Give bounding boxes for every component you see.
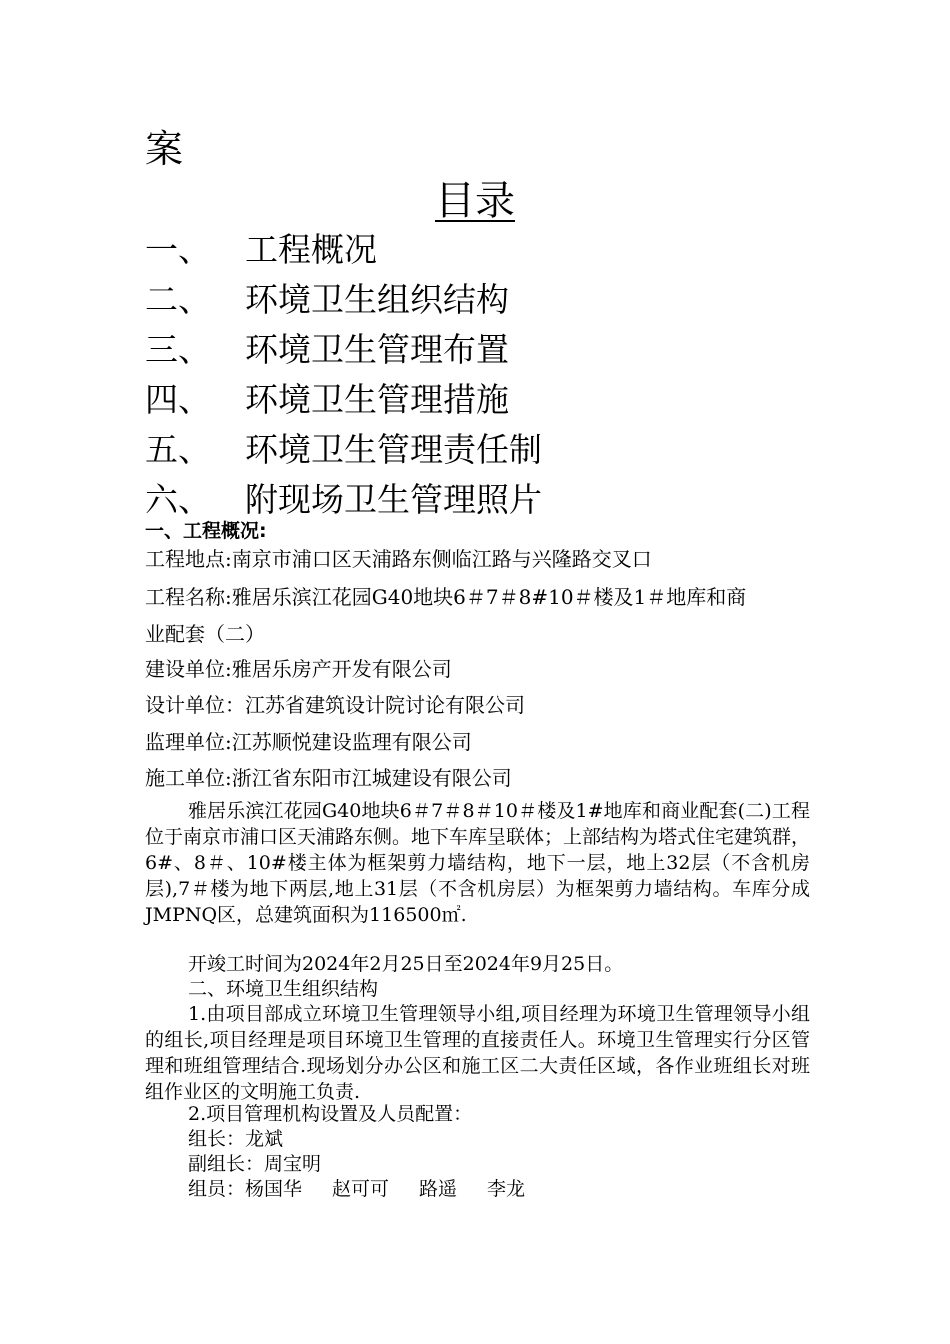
project-description: 雅居乐滨江花园G40地块6＃7＃8＃10＃楼及1#地库和商业配套(二)工程位于南京市浦口区天浦路东侧。地下车库呈联体；上部结构为塔式住宅建筑群，6#、8＃、10#楼主体为框架剪力墙结构，地下一层，地上32层（不含机房层),7＃楼为地下两层,地上31层（不含机房层）为框架剪力墙结构。车库分成JMPNQ区，总建筑面积为116500㎡. <box>145 800 811 926</box>
toc-item-number: 二、 <box>145 280 211 319</box>
toc-item-number: 四、 <box>145 380 211 419</box>
section-heading-organization: 二、环境卫生组织结构 <box>188 978 379 1000</box>
toc-item <box>145 275 845 325</box>
construction-unit: 建设单位:雅居乐房产开发有限公司 <box>145 657 452 681</box>
toc-item-label: 环境卫生组织结构 <box>245 280 509 319</box>
schedule-text: 开竣工时间为2024年2月25日至2024年9月25日。 <box>188 953 624 975</box>
toc-title-text: 目录 <box>435 178 515 224</box>
toc-title <box>0 175 950 227</box>
member-name: 路遥 <box>419 1178 458 1200</box>
project-location: 工程地点:南京市浦口区天浦路东侧临江路与兴隆路交叉口 <box>145 547 652 571</box>
deputy-leader: 副组长：周宝明 <box>188 1153 322 1175</box>
design-unit: 设计单位：江苏省建筑设计院讨论有限公司 <box>145 693 525 717</box>
section-heading-overview: 一、工程概况: <box>145 520 267 542</box>
toc-item <box>145 425 845 475</box>
toc-item <box>145 325 845 375</box>
members-label: 组员：杨国华 <box>188 1178 303 1200</box>
team-members <box>188 1176 525 1202</box>
table-of-contents <box>145 225 845 525</box>
contractor-unit: 施工单位:浙江省东阳市江城建设有限公司 <box>145 766 512 790</box>
toc-item-label: 环境卫生管理责任制 <box>245 430 542 469</box>
project-name-line2: 业配套（二） <box>145 622 265 646</box>
project-name-line1: 工程名称:雅居乐滨江花园G40地块6＃7＃8#10＃楼及1＃地库和商 <box>145 585 747 609</box>
toc-item <box>145 375 845 425</box>
team-leader: 组长：龙斌 <box>188 1128 284 1150</box>
heading-fragment: 案 <box>145 127 184 171</box>
member-name: 赵可可 <box>332 1178 390 1200</box>
toc-item-number: 六、 <box>145 480 211 519</box>
toc-item-number: 五、 <box>145 430 211 469</box>
organization-point-2: 2.项目管理机构设置及人员配置： <box>188 1103 473 1125</box>
toc-item-number: 三、 <box>145 330 211 369</box>
toc-item-label: 环境卫生管理措施 <box>245 380 509 419</box>
toc-item-label: 工程概况 <box>245 230 377 269</box>
organization-point-1: 1.由项目部成立环境卫生管理领导小组,项目经理为环境卫生管理领导小组的组长,项目经理是项目环境卫生管理的直接责任人。环境卫生管理实行分区管理和班组管理结合.现场划分办公区和施工区二大责任区域，各作业班组长对班组作业区的文明施工负责. <box>145 1003 810 1103</box>
supervision-unit: 监理单位:江苏顺悦建设监理有限公司 <box>145 730 472 754</box>
member-name: 李龙 <box>487 1178 526 1200</box>
toc-item-label: 环境卫生管理布置 <box>245 330 509 369</box>
toc-item <box>145 225 845 275</box>
toc-item-label: 附现场卫生管理照片 <box>245 480 542 519</box>
toc-item-number: 一、 <box>145 230 211 269</box>
